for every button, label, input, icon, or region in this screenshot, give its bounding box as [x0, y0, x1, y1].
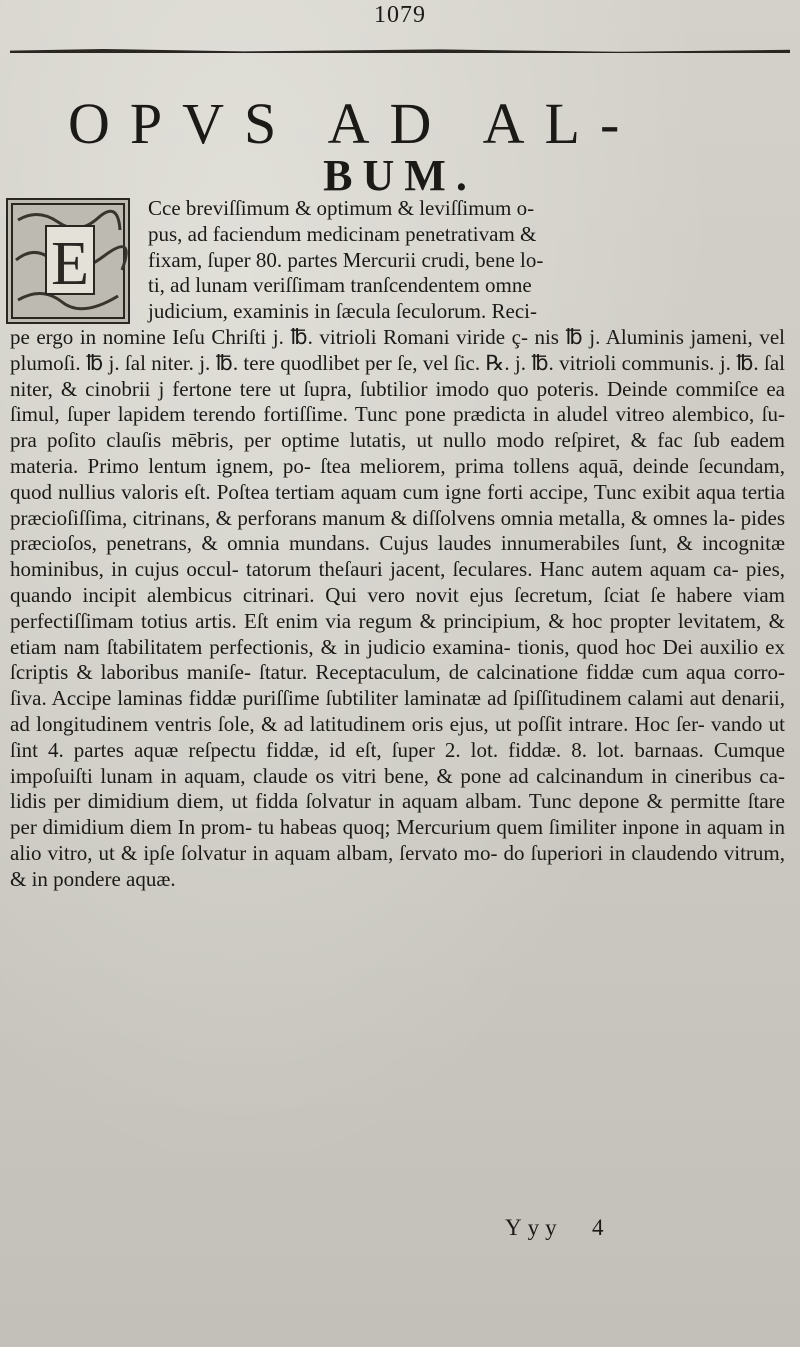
chapter-subtitle: BUM.	[323, 151, 477, 200]
text-line: pus, ad faciendum medicinam penetrativam &	[148, 221, 537, 246]
text-line: fixam, ſuper 80. partes Mercurii crudi, bene lo-	[148, 247, 544, 272]
page-number: 1079	[374, 2, 426, 28]
text-line: judicium, examinis in ſæcula ſeculorum. Reci-	[148, 299, 537, 324]
drop-cap-letter: E	[51, 230, 89, 298]
header-rule	[10, 49, 790, 53]
body-text	[10, 196, 785, 893]
chapter-title: OPVS AD AL-	[68, 91, 640, 156]
text-line: Cce breviſſimum & optimum & leviſſimum o-	[148, 196, 535, 220]
signature-number: 4	[592, 1215, 610, 1240]
first-lines	[148, 196, 785, 325]
text-line: ti, ad lunam veriſſimam tranſcendentem omne	[148, 273, 532, 298]
main-paragraph: pe ergo in nomine Ieſu Chriſti j. ℔. vitrioli Romani viride ç- nis ℔ j. Aluminis jameni, vel plumoſi. ℔ j. ſal niter. j. ℔. tere quodlibet per ſe, vel ſic. ℞. j. ℔. vitrioli communis. j. ℔. ſal niter, & cinobrii j fertone tere ut ſupra, ſubtilior imodo quo poteris. Deinde commiſce ea ſimul, ſuper lapidem terendo fortiſſime. Tunc pone prædicta in aludel vitreo alembico, ſu- pra poſito clauſis mēbris, per optime lutatis, ut nullo modo reſpiret, & fac ſub eadem materia. Primo lentum ignem, po- ſtea meliorem, prima tollens aquā, deinde ſecundam, quod nullius valoris eſt. Poſtea tertiam aquam cum igne forti accipe, Tunc exibit aqua tertia præcioſiſſima, citrinans, & perforans manum & diſſolvens omnia metalla, & omnes la- pides præcioſos, penetrans, & omnia mundans. Cujus laudes innumerabiles ſunt, & incognitæ hominibus, in cujus occul- tatorum theſauri jacent, ſeculares. Hanc autem aquam ca- pies, quando incipit alembicus citrinari. Qui vero novit ejus ſecretum, ſciat ſe habere viam perfectiſſimam totius artis. Eſt enim via regum & principium, & hoc propter levitatem, & etiam nam ſtabilitatem perfectionis, & in judicio examina- tionis, quod hoc Dei auxilio ex ſcriptis & laboribus maniſe- ſtatur. Receptaculum, de calcinatione fiddæ cum aqua corro- ſiva. Accipe laminas fiddæ puriſſime ſubtiliter laminatæ ad ſpiſſitudinem calami aut denarii, ad longitudinem ventris ſole, & ad latitudinem oris ejus, ut poſſit intrare. Hoc ſer- vando ut ſint 4. partes aquæ reſpectu fiddæ, id eſt, ſuper 2. lot. fiddæ. 8. lot. barnaas. Cumque impoſuiſti lunam in aquam, claude os vitri bene, & pone ad calcinandum in cineribus ca- lidis per dimidium diem, ut fidda ſolvatur in aquam albam. Tunc depone & permitte ſtare per dimidium diem In prom- tu habeas quoq; Mercurium quem ſimiliter inpone in aquam in alio vitro, ut & ipſe ſolvatur in aquam albam, ſervato mo- do ſuperiori in claudendo vitrum, & in pondere aquæ.	[10, 324, 785, 891]
signature-mark: Yyy	[505, 1215, 563, 1240]
